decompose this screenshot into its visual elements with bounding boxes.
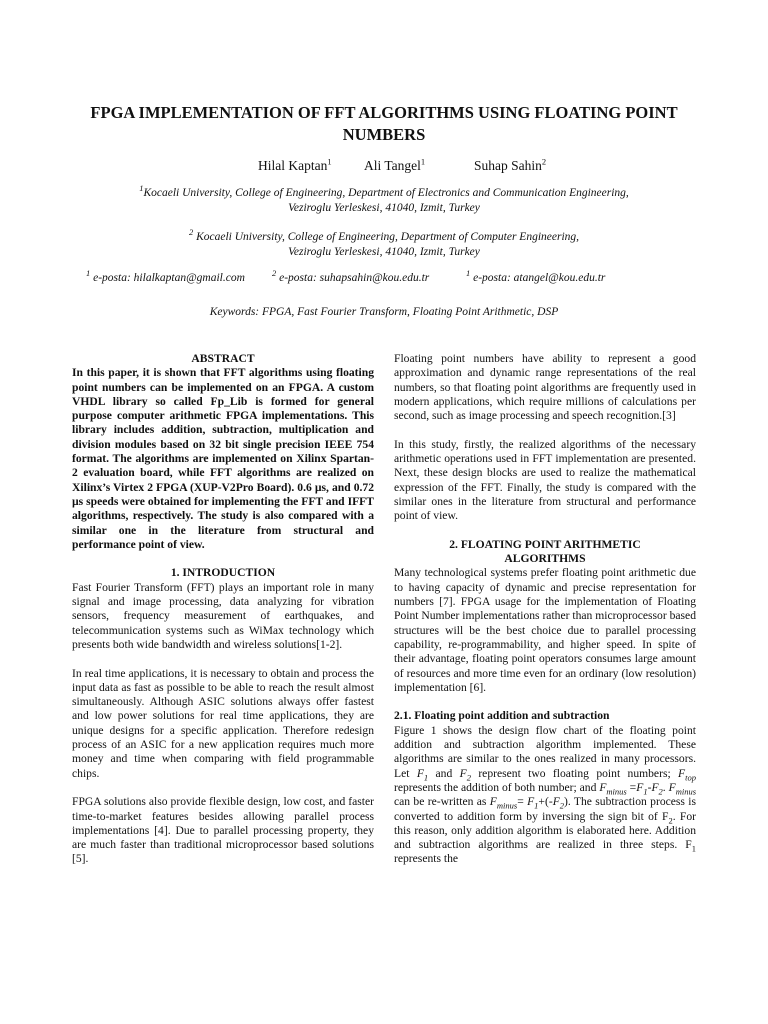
email-2: $^2$ e-posta: suhapsahin@kou.edu.tr <box>272 268 430 284</box>
intro-paragraph-3: FPGA solutions also provide flexible design, low cost, and faster time-to-market features besides allowing parallel process implementations [4]. Due to parallel processing property, they are much faster than traditional microprocessor based solutions [5]. <box>72 795 374 866</box>
affiliation-1: $^1$Kocaeli University, College of Engineering, Department of Electronics and Communication Engineering, Veziroglu Yerleskesi, 41040, Izmit, Turkey <box>139 183 629 214</box>
section-2-paragraph: Many technological systems prefer floating point arithmetic due to having capacity of dynamic and precise representation for numbers [7]. FPGA usage for the implementation of Floating Point Number implementations rather than microprocessor based structures will be the best choice due to parallel processing capability, re-programmability, and higher speed. In spite of their advantage, floating point operators consumes large amount of resources and more time even for an ordinary (low resolution) implementation [6]. <box>394 566 697 694</box>
email-3: $^1$ e-posta: atangel@kou.edu.tr <box>466 268 606 284</box>
author-3: Suhap Sahin$^2$ <box>474 156 547 173</box>
intro-paragraph-1: Fast Fourier Transform (FFT) plays an important role in many signal and image processing, data analyzing for vibration sensors, frequency measurement of earthquakes, and telecommunication systems such as WiMax technology which presents both wide bandwidth and wireless solutions[1-2]. <box>72 580 374 651</box>
author-list <box>0 158 768 178</box>
keywords: Keywords: FPGA, Fast Fourier Transform, Floating Point Arithmetic, DSP <box>209 306 559 318</box>
introduction-heading: 1. INTRODUCTION <box>170 566 276 580</box>
section-2-1-heading: 2.1. Floating point addition and subtraction <box>394 709 610 723</box>
right-paragraph-1: Floating point numbers have ability to represent a good approximation and dynamic range representations of the real numbers, so that floating point algorithms are frequently used in modern applications, which require millions of calculations per second, such as image processing and speech recognition.[3] <box>394 352 696 423</box>
author-1: Hilal Kaptan$^1$ <box>258 156 332 173</box>
abstract-body: In this paper, it is shown that FFT algorithms using floating point numbers can be implemented on an FPGA. A custom VHDL library so called Fp_Lib is formed for general purpose computer arithmetic FPGA implementations. This library includes addition, subtraction, multiplication and division modules based on 32 bit single precision IEEE 754 format. The algorithms are implemented on Xilinx Spartan-2 evaluation board, while FFT algorithms are realized on Xilinx’s Virtex 2 FPGA (XUP-V2Pro Board). 0.6 µs, and 0.72 µs speeds were obtained for implementing the FFT and IFFT algorithms, respectively. The study is also compared with a similar one in the literature from structural and performance point of view. <box>72 366 374 551</box>
intro-paragraph-2: In real time applications, it is necessary to obtain and process the input data as fast as possible to be able to reach the result almost simultaneously. Although ASIC solutions always offer fastest and low power solutions for real time applications, they are unique designs for a specific application. Therefore redesign process of an ASIC for a new application requires much more money and time when comparing with field programmable chips. <box>72 666 374 780</box>
affiliation-2: $^2$ Kocaeli University, College of Engineering, Department of Computer Engineering, Veziroglu Yerleskesi, 41040, Izmit, Turkey <box>188 227 580 258</box>
email-1: $^1$ e-posta: hilalkaptan@gmail.com <box>86 268 245 284</box>
section-2-1-paragraph: Figure 1 shows the design flow chart of the floating point addition and subtraction algorithm implemented. These algorithms are similar to the ones realized in many processors. Let $F_1$ and $F_2$ represent two floating point numbers; $F_{top}$ represents the addition of both number; and $F_{minus} =F_1-F_2$. $F_{minus}$ can be re-written as $F_{minus}= F_1+(-F_2)$. The subtraction process is converted to addition form by inversing the sign bit of $F_2$. For this reason, only addition algorithm is elaborated here. Addition and subtraction algorithms are realized in three steps. $F_1$ represents the <box>394 723 697 866</box>
right-paragraph-2: In this study, firstly, the realized algorithms of the necessary arithmetic operations used in FFT implementation are presented. Next, these design blocks are used to realize the mathematical expression of the FFT. Finally, the study is compared with the similar ones in the literature from structural and performance point of view. <box>394 437 696 523</box>
left-column <box>72 352 374 881</box>
right-column <box>394 352 696 881</box>
section-2-heading: 2. FLOATING POINT ARITHMETIC ALGORITHMS <box>449 537 641 566</box>
email-list <box>0 268 768 288</box>
abstract-heading: ABSTRACT <box>191 352 255 365</box>
paper-title: FPGA IMPLEMENTATION OF FFT ALGORITHMS USING FLOATING POINT NUMBERS <box>90 103 678 144</box>
author-2: Ali Tangel$^1$ <box>364 156 426 173</box>
